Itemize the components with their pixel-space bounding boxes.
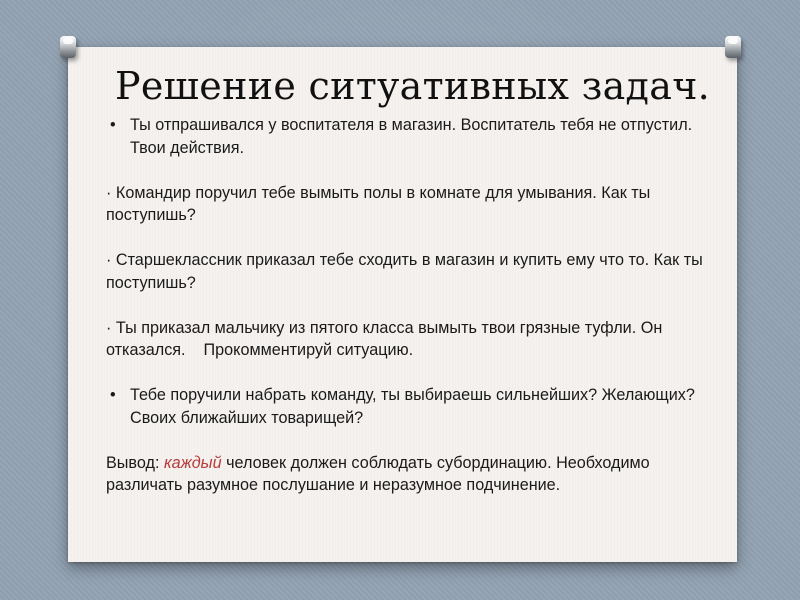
bullet-item bbox=[106, 384, 716, 429]
bullet-text: Ты отпрашивался у воспитателя в магазин. Воспитатель тебя не отпустил. Твои действия. bbox=[130, 116, 693, 157]
task-paragraph: · Ты приказал мальчику из пятого класса вымыть твои грязные туфли. Он отказался. Прокомментируй ситуацию. bbox=[106, 318, 667, 359]
pin-icon bbox=[725, 36, 741, 58]
slide-body bbox=[106, 114, 716, 497]
bullet-marker: • bbox=[110, 116, 116, 134]
conclusion-lead: Вывод: bbox=[106, 453, 164, 472]
bullet-item bbox=[106, 114, 716, 159]
conclusion bbox=[106, 452, 716, 497]
conclusion-rest: человек должен соблюдать субординацию. Необходимо различать разумное послушание и неразумное подчинение. bbox=[106, 453, 655, 494]
task-paragraph: · Командир поручил тебе вымыть полы в комнате для умывания. Как ты поступишь? bbox=[106, 183, 651, 224]
pin-icon bbox=[60, 36, 76, 58]
slide-title: Решение ситуативных задач. bbox=[115, 64, 710, 108]
task-paragraph: · Старшеклассник приказал тебе сходить в магазин и купить ему что то. Как ты поступишь? bbox=[106, 251, 703, 292]
bullet-marker: • bbox=[110, 386, 116, 404]
bullet-text: Тебе поручили набрать команду, ты выбираешь сильнейших? Желающих? Своих ближайших товарищей? bbox=[130, 386, 695, 427]
conclusion-accent: каждый bbox=[163, 453, 222, 472]
